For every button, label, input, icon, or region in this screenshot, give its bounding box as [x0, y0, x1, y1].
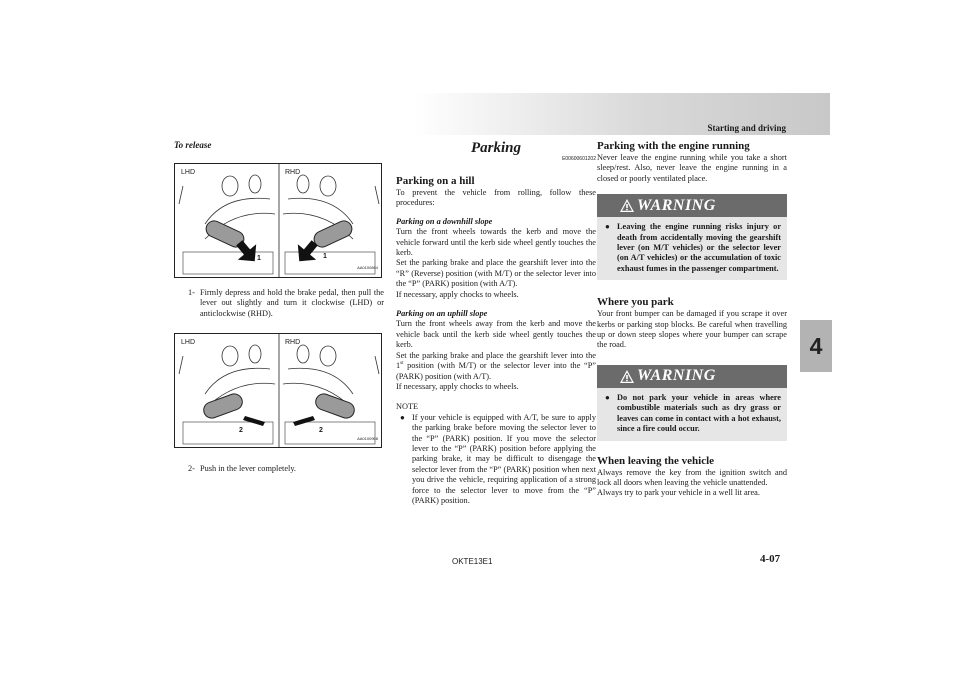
rhd-label: RHD [285, 339, 301, 346]
step-2-number: 2- [188, 464, 195, 473]
warning-box-1 [597, 194, 787, 280]
hill-intro: To prevent the vehicle from rolling, follow these procedures: [396, 188, 596, 208]
chapter-tab [800, 320, 832, 372]
warning-label: WARNING [637, 367, 716, 385]
rhd-label: RHD [285, 168, 301, 176]
leaving-vehicle-text-1: Always remove the key from the ignition switch and lock all doors when leaving the vehicle unattended. [597, 467, 787, 487]
warning-text: Do not park your vehicle in areas where combustible materials such as dry grass or leaves can come in contact with a hot exhaust, since a fire could occur. [617, 392, 781, 434]
lever-turn-illustration [175, 164, 382, 278]
step-2 [174, 464, 384, 475]
step-1-number: 1- [188, 287, 195, 297]
callout-1-right: 1 [323, 252, 327, 260]
uphill-text-2a: Set the parking brake and place the gearshift lever into the 1 [396, 350, 596, 371]
warning-text: Leaving the engine running risks injury or death from accidentally moving the gearshift lever (on M/T vehicles) or the selector lever (on A/T vehicles) or the accumulation of toxic exhaust fumes in the passenger compartment. [617, 222, 781, 273]
bullet-icon: ● [605, 392, 610, 402]
note-text: If your vehicle is equipped with A/T, be sure to apply the parking brake before moving the selector lever to the “P” (PARK) position. If you move the selector lever to the “P” (PARK) position before applying the parking brake, it may be difficult to disengage the selector lever from the “P” (PARK) position when next you drive the vehicle, requiring application of a strong force to the selector lever to move from the “P” (PARK) position. [412, 412, 596, 505]
section-code: E00600601202 [562, 156, 596, 162]
note-label: NOTE [396, 402, 419, 412]
warning-box-2 [597, 365, 787, 441]
page-number: 4-07 [760, 553, 781, 565]
bullet-icon: ● [605, 222, 610, 232]
where-you-park-heading: Where you park [597, 296, 674, 309]
leaving-vehicle-heading: When leaving the vehicle [597, 454, 715, 467]
warning-triangle-icon [619, 198, 635, 213]
warning-label: WARNING [637, 196, 716, 214]
step-1 [174, 288, 384, 320]
callout-2-left: 2 [239, 427, 243, 434]
engine-running-heading: Parking with the engine running [597, 140, 750, 152]
lever-push-illustration [175, 334, 382, 448]
figure-code: AA0100908 [357, 435, 378, 441]
right-column [597, 140, 787, 499]
uphill-heading: Parking on an uphill slope [396, 309, 488, 319]
engine-running-text: Never leave the engine running while you take a short sleep/rest. Also, never leave the engine running in a closed or poorly ventilated place. [597, 153, 787, 183]
callout-1-left: 1 [257, 254, 261, 262]
ordinal-suffix: st [400, 361, 404, 367]
downhill-text-2: Set the parking brake and place the gearshift lever into the “R” (Reverse) position (with M/T) or the selector lever into the “P” (PARK) position (with A/T). [396, 258, 596, 289]
middle-column [396, 140, 596, 506]
warning-header [597, 365, 787, 388]
bullet-icon: ● [400, 412, 405, 422]
warning-body [597, 388, 787, 441]
step-1-text: Firmly depress and hold the brake pedal, then pull the lever out slightly and turn it clockwise (LHD) or anticlockwise (RHD). [200, 287, 384, 318]
uphill-text-3: If necessary, apply chocks to wheels. [396, 381, 519, 391]
downhill-heading: Parking on a downhill slope [396, 216, 493, 226]
release-heading: To release [174, 140, 212, 150]
uphill-text-2 [396, 351, 596, 382]
hill-heading: Parking on a hill [396, 175, 475, 187]
warning-triangle-icon [619, 369, 635, 384]
uphill-text-1: Turn the front wheels away from the kerb and move the vehicle back until the kerb side wheel gently touches the kerb. [396, 319, 596, 350]
downhill-text-3: If necessary, apply chocks to wheels. [396, 289, 519, 299]
left-column [174, 140, 384, 475]
warning-body [597, 217, 787, 280]
step-2-text: Push in the lever completely. [200, 464, 297, 473]
page-title: Parking [470, 140, 521, 156]
release-figure-1 [174, 163, 382, 278]
footer-code: OKTE13E1 [452, 557, 493, 566]
where-you-park-text: Your front bumper can be damaged if you scrape it over kerbs or parking stop blocks. Be careful when travelling up or down steep slopes where your bumper can scrape the road. [597, 309, 787, 350]
downhill-text-1: Turn the front wheels towards the kerb and move the vehicle forward until the kerb side wheel gently touches the kerb. [396, 227, 596, 258]
chapter-number: 4 [809, 332, 823, 359]
figure-code: AA0100894 [357, 265, 378, 270]
lhd-label: LHD [181, 339, 196, 346]
uphill-text-2b: position (with M/T) or the selector lever into the “P” (PARK) position (with A/T). [396, 361, 596, 381]
warning-header [597, 194, 787, 217]
release-figure-2 [174, 333, 382, 448]
lhd-label: LHD [181, 168, 196, 176]
note-item [396, 413, 596, 507]
callout-2-right: 2 [319, 427, 323, 434]
leaving-vehicle-text-2: Always try to park your vehicle in a well lit area. [597, 488, 760, 498]
section-title: Starting and driving [707, 123, 786, 133]
